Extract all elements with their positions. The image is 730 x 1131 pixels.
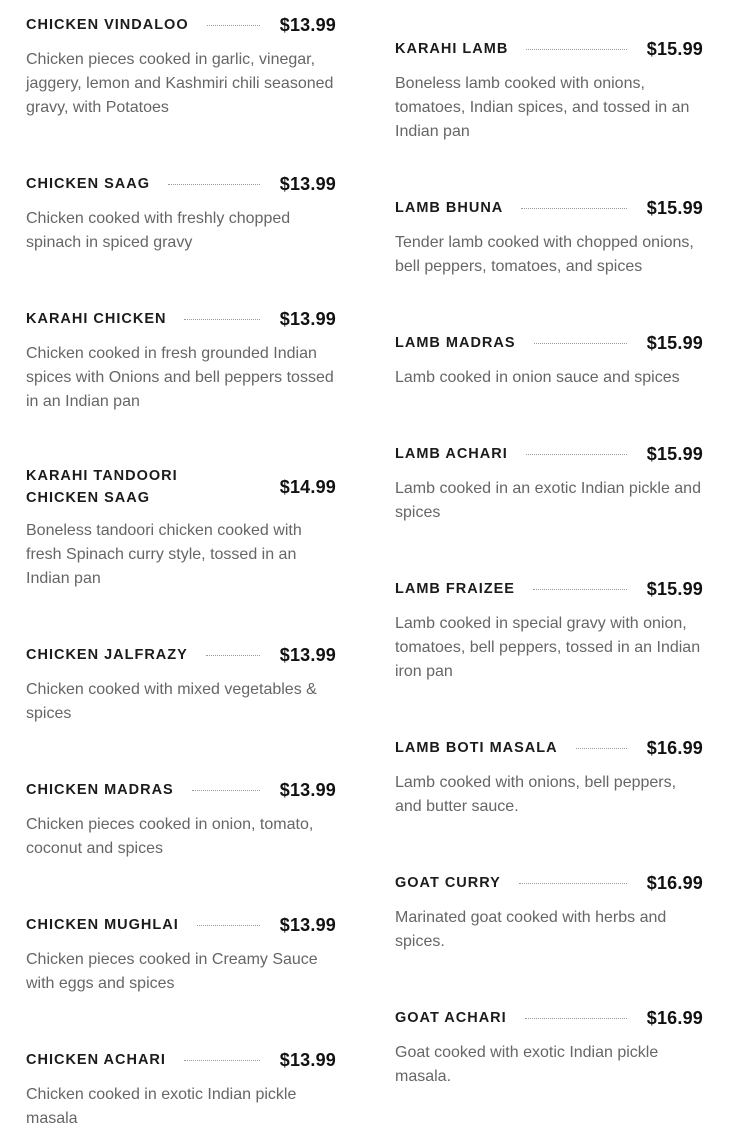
menu-item-name: KARAHI LAMB	[395, 41, 509, 57]
menu-item	[26, 173, 336, 255]
menu-item-name: CHICKEN JALFRAZY	[26, 647, 188, 663]
menu-item-price: $13.99	[279, 644, 336, 665]
menu-item	[395, 38, 703, 144]
dotted-leader	[206, 655, 260, 656]
menu-item-name: LAMB ACHARI	[395, 446, 508, 462]
dotted-leader	[521, 208, 626, 209]
menu-item	[26, 1049, 336, 1131]
menu-item	[26, 779, 336, 861]
menu-item-name: GOAT CURRY	[395, 875, 501, 891]
menu-item-price: $13.99	[279, 914, 336, 935]
menu-item-header	[26, 779, 336, 801]
menu-item-description: Lamb cooked in an exotic Indian pickle and spices	[395, 480, 701, 521]
dotted-leader	[519, 883, 627, 884]
menu-item-header	[26, 14, 336, 36]
menu-item-header	[26, 644, 336, 666]
menu-item-header	[26, 173, 336, 195]
menu-item	[26, 465, 336, 591]
menu-item-header	[26, 914, 336, 936]
dotted-leader	[526, 49, 626, 50]
menu-item-header	[395, 197, 703, 219]
menu-item	[395, 872, 703, 954]
menu-item-name: LAMB BOTI MASALA	[395, 740, 558, 756]
menu-item-header	[26, 1049, 336, 1071]
menu-item-name: CHICKEN VINDALOO	[26, 17, 189, 33]
menu-item-description: Chicken pieces cooked in onion, tomato, coconut and spices	[26, 816, 314, 857]
dotted-leader	[525, 1018, 627, 1019]
menu-item-header	[395, 443, 703, 465]
menu-item-price: $16.99	[646, 872, 703, 893]
menu-item-header	[395, 1007, 703, 1029]
menu-item-price: $16.99	[646, 737, 703, 758]
menu-item-name: LAMB BHUNA	[395, 200, 504, 216]
menu-item-name: KARAHI TANDOORI CHICKEN SAAG	[26, 468, 178, 506]
menu-item-description: Chicken cooked in fresh grounded Indian spices with Onions and bell peppers tossed in an Indian pan	[26, 345, 334, 410]
menu-item	[26, 14, 336, 120]
menu-item	[395, 1007, 703, 1089]
menu-item-price: $13.99	[279, 308, 336, 329]
menu-item-header	[395, 872, 703, 894]
menu-item-name: CHICKEN MUGHLAI	[26, 917, 179, 933]
menu-item-price: $13.99	[279, 14, 336, 35]
menu-item-header	[395, 737, 703, 759]
menu-item-name: CHICKEN MADRAS	[26, 782, 174, 798]
menu-item-price: $15.99	[646, 197, 703, 218]
menu-item-description: Chicken cooked in exotic Indian pickle masala	[26, 1086, 297, 1127]
menu-item-header	[26, 308, 336, 330]
dotted-leader	[576, 748, 627, 749]
dotted-leader	[192, 790, 260, 791]
menu-item-price: $15.99	[646, 332, 703, 353]
menu-item-price: $15.99	[646, 38, 703, 59]
menu-item-description: Tender lamb cooked with chopped onions, bell peppers, tomatoes, and spices	[395, 234, 694, 275]
menu-item-name: KARAHI CHICKEN	[26, 311, 167, 327]
menu-item-price: $16.99	[646, 1007, 703, 1028]
menu-item	[26, 914, 336, 996]
menu-item-name: CHICKEN ACHARI	[26, 1052, 166, 1068]
menu-item-price: $15.99	[646, 443, 703, 464]
dotted-leader	[207, 25, 260, 26]
menu-item-description: Lamb cooked in special gravy with onion, tomatoes, bell peppers, tossed in an Indian iron pan	[395, 615, 701, 680]
menu-item-price: $14.99	[279, 476, 336, 497]
menu-item-price: $13.99	[279, 779, 336, 800]
menu-item-header	[26, 465, 336, 509]
menu-item	[26, 644, 336, 726]
dotted-leader	[533, 589, 627, 590]
menu-item-description: Marinated goat cooked with herbs and spices.	[395, 909, 667, 950]
menu-item-description: Boneless tandoori chicken cooked with fresh Spinach curry style, tossed in an Indian pan	[26, 522, 302, 587]
menu-item	[395, 443, 703, 525]
dotted-leader	[184, 1060, 260, 1061]
menu-item-description: Lamb cooked with onions, bell peppers, and butter sauce.	[395, 774, 677, 815]
menu-item-header	[395, 38, 703, 60]
menu-item	[395, 197, 703, 279]
dotted-leader	[184, 319, 259, 320]
menu-item-description: Chicken pieces cooked in garlic, vinegar, jaggery, lemon and Kashmiri chili seasoned gravy, with Potatoes	[26, 51, 334, 116]
menu-item-description: Goat cooked with exotic Indian pickle masala.	[395, 1044, 659, 1085]
menu-item-header	[395, 332, 703, 354]
menu-item	[395, 737, 703, 819]
dotted-leader	[526, 454, 627, 455]
menu-item	[395, 332, 703, 390]
dotted-leader	[534, 343, 627, 344]
menu-item-name: LAMB MADRAS	[395, 335, 516, 351]
menu-item-description: Lamb cooked in onion sauce and spices	[395, 369, 680, 386]
dotted-leader	[168, 184, 260, 185]
menu-item	[26, 308, 336, 414]
menu-item-name: GOAT ACHARI	[395, 1010, 507, 1026]
menu-item-name: CHICKEN SAAG	[26, 176, 150, 192]
menu-item-header	[395, 578, 703, 600]
menu-item	[395, 578, 703, 684]
menu-item-description: Chicken pieces cooked in Creamy Sauce with eggs and spices	[26, 951, 318, 992]
menu-item-description: Chicken cooked with mixed vegetables & spices	[26, 681, 317, 722]
menu-item-price: $13.99	[279, 173, 336, 194]
dotted-leader	[197, 925, 260, 926]
menu-item-price: $15.99	[646, 578, 703, 599]
menu-item-price: $13.99	[279, 1049, 336, 1070]
menu-item-name: LAMB FRAIZEE	[395, 581, 515, 597]
menu-item-description: Boneless lamb cooked with onions, tomatoes, Indian spices, and tossed in an Indian pan	[395, 75, 690, 140]
menu-item-description: Chicken cooked with freshly chopped spinach in spiced gravy	[26, 210, 291, 251]
